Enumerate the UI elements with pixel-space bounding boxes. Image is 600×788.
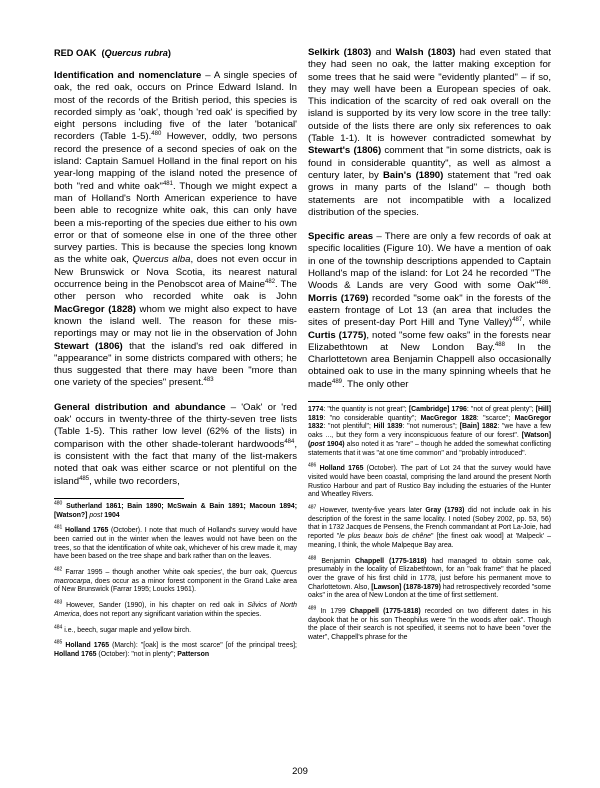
- footnote-ref: 488: [494, 341, 505, 348]
- paragraph-heading: Specific areas: [308, 231, 374, 243]
- citation: Stewart (1806): [54, 340, 123, 352]
- paragraph-distribution-continued: Selkirk (1803) and Walsh (1803) had even stated that they had seen no oak, the latter making exception for some trees that he said were "evidently planted" – if so, they may well have been a European species of oak. This indication of the scarcity of red oak overall on the island is supported by its very low score in the tree tally: outside of the lists there are only six references to oak (Table 1-1). It is however contradicted somewhat by Stewart's (1806) comment that "in some districts, oak is found in considerable quantity", as well as almost a century later, by Bain's (1890) statement that "red oak grows in many parts of the Island" – though both statements are not incompatible with a localized distribution of the species.: [308, 47, 552, 218]
- footnote-482: $^{482}$ Farrar 1995 – though another 'white oak species', the burr oak, Quercus macrocarpa, does occur as a minor forest component in the Grand Lake area of New Brunswick (Farrar 1995; Loucks 1961).: [54, 566, 297, 594]
- footnote-ref: 481: [162, 180, 173, 187]
- paragraph-specific-areas: Specific areas – There are only a few records of oak at specific localities (Figure 10). We have a mention of oak in one of the township descriptions appended to Captain Holland's map of the island: for Lot 24 he recorded "The Woods & Lands are very Good with some Oak"$^{486}$. Morris (1769) recorded "some oak" in the forests of the eastern frontage of Lot 13 (an area that includes the sites of present-day Port Hill and Tyne Valley)$^{487}$, while Curtis (1775), noted "some few oaks" in the forests near Elizabethtown at New London Bay.$^{488}$ In the Charlottetown area Benjamin Chappell also occasionally obtained oak to use in the many spinning wheels that he made$^{489}$. The only other: [308, 231, 552, 390]
- footnote-ref: 482: [265, 278, 276, 285]
- footnote-ref: 486: [538, 280, 549, 287]
- citation: Morris (1769): [308, 292, 369, 304]
- page-number: 209: [292, 766, 308, 777]
- footnote-480: $^{480}$ Sutherland 1861; Bain 1890; McSwain & Bain 1891; Macoun 1894; [Watson?] post 1904: [54, 500, 297, 519]
- footnote-489: $^{489}$ In 1799 Chappell (1775-1818) recorded on two different dates in his daybook that he or his son Theophilus were "in the woods after oak". Though the place of their search is not specified, it seems not to have been "over the water", Chappell's phrase for the: [308, 605, 551, 642]
- footnote-divider: [308, 401, 551, 402]
- paragraph-heading: General distribution and abundance: [54, 401, 226, 413]
- footnote-ref: 485: [79, 475, 90, 482]
- footnote-484: $^{484}$ i.e., beech, sugar maple and yellow birch.: [54, 624, 192, 634]
- citation: Bain's (1890): [383, 169, 444, 181]
- section-title: RED OAK (Quercus rubra): [54, 48, 171, 58]
- paragraph-identification: Identification and nomenclature – A single species of oak, the red oak, occurs on Prince Edward Island. In most of the records of the British period, this species is recorded simply as 'oak', though 'red oak' is specified by eight persons including five of the later 'botanical' recorders (Table 1-5).$^{480}$ However, oddly, two persons record the presence of a second species of oak on the island: Captain Samuel Holland in the final report on his year-long mapping of the island noted the presence of both "red and white oak"$^{481}$. Though we might expect a man of Holland's North American experience to have been able to recognize white oak, this can only have been a mis-reporting of the species due either to his own error or that of someone else in one of the three other survey parties. This is because the species long known as the white oak, Quercus alba, does not even occur in New Brunswick or Nova Scotia, its nearest natural occurrence being in the Penobscot area of Maine$^{482}$. The other person who recorded white oak is John MacGregor (1828) whom we might also expect to have known the island well. The reason for these mis-reportings may or may not lie in the observation of John Stewart (1806) that the island's red oak differed in "appearance" in some districts compared with others; he thus suggested that there may have been "more than one variety of the species" present.$^{483}$: [54, 70, 297, 389]
- footnote-ref: 480: [151, 131, 162, 138]
- footnote-483: $^{483}$ However, Sander (1990), in his chapter on red oak in Silvics of North America, does not report any significant variation within the species.: [54, 599, 298, 618]
- citation: Stewart's (1806): [308, 145, 382, 157]
- footnote-ref: 484: [284, 438, 295, 445]
- right-column: [308, 47, 551, 650]
- paragraph-distribution: General distribution and abundance – 'Oak' or 'red oak' occurs in twenty-three of the thirty-seven tree lists (Table 1-5). This rather low level (62% of the lists) in comparison with the other shade-tolerant hardwoods$^{484}$, is consistent with the fact that many of the list-makers noted that oak was either scarce or not plentiful on the island$^{485}$, while two recorders,: [54, 401, 297, 487]
- footnote-485: $^{485}$ Holland 1765 (March): "[oak] is the most scarce" [of the principal trees]; Holland 1765 (October): "not in plenty"; Patterson: [54, 639, 297, 658]
- species-name: Quercus rubra: [104, 48, 168, 58]
- paragraph-heading: Identification and nomenclature: [54, 70, 202, 81]
- footnote-488: $^{488}$ Benjamin Chappell (1775-1818) had managed to obtain some oak, presumably in the locality of Elizabethtown, for an "oak frame" that he placed over the grave of his first child in 1778, just before his permanent move to Charlottetown. Also, [Lawson] (1878-1879) had retrospectively recorded "some oaks" in the area of New London at the time of first settlement.: [308, 555, 551, 600]
- citation: Walsh (1803): [395, 47, 456, 58]
- footnote-ref: 489: [332, 378, 343, 385]
- left-column: [54, 47, 297, 667]
- footnote-486: $^{486}$ Holland 1765 (October). The part of Lot 24 that the survey would have visited would have been coastal, comprising the land around the present North Rustico Harbour and part of Rustico Bay including the estuaries of the Hunter and Wheatley Rivers.: [308, 462, 552, 499]
- footnote-487: $^{487}$ However, twenty-five years later Gray (1793) did not include oak in his description of the forest in the same locality. I noted (Sobey 2002, pp. 53, 56) that in 1732 Jacques de Pensens, the French commandant at Port La-Joie, had reported "le plus beaux bois de chêne" [the finest oak wood] at 'Malpeck' – meaning, I think, the whole Malpeque Bay area.: [308, 504, 551, 549]
- citation: Curtis (1775): [308, 329, 367, 341]
- footnote-481: $^{481}$ Holland 1765 (October). I note that much of Holland's survey would have been carried out in the winter when the leaves would not have been on the trees, so that the identification of white oak, whichever of his crew made it, may have been based on the tree shape and bark rather than on the leaves.: [54, 524, 297, 561]
- footnote-divider: [54, 498, 184, 499]
- footnote-485-continued: 1774: "the quantity is not great"; [Cambridge] 1796: "not of great plenty"; [Hill] 1819: "no considerable quantity"; MacGregor 1828: "scarce"; MacGregor 1832: "not plentiful"; Hill 1839: "not numerous"; [Bain] 1882: "we have a few oaks ..., but they form a very inconspicuous feature of our forest". [Watson] (post 1904) also noted it as "rare" – though he added the somewhat conflicting statements that it was "at one time common" and "probably introduced".: [308, 406, 552, 457]
- citation: Selkirk (1803): [308, 47, 372, 58]
- citation: MacGregor (1828): [54, 303, 136, 315]
- footnote-ref: 483: [203, 377, 214, 384]
- footnote-ref: 487: [512, 317, 523, 324]
